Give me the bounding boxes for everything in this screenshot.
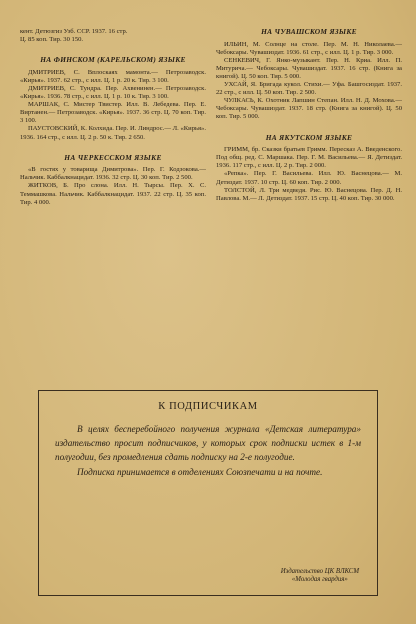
bibliography-entry: ГРИММ, бр. Сказки братьев Гримм. Пересказ А. Введенского. Под общ. ред. С. Маршака. Пер. Г. М. Васильева.— Я. Детиздат. 1936. 117 стр., с илл. Ц. 2 р. Тир. 2 000. <box>216 146 402 170</box>
right-column <box>216 28 402 203</box>
section-title-circassian: НА ЧЕРКЕССКОМ ЯЗЫКЕ <box>64 152 162 162</box>
notice-paragraph: В целях бесперебойного получения журнала «Детская литература» издательство просит подписчиков, у которых срок подписки истек в 1-м полугодии, без промедления сдать подписку на 2-е полугодие. <box>55 424 361 463</box>
bibliography-entry: МАРШАК, С. Мистер Твистер. Илл. В. Лебедева. Пер. Е. Виртанен.— Петрозаводск. «Кирья». 1937. 36 стр. Ц. 70 коп. Тир. 3 100. <box>20 101 206 125</box>
section-title-finnish: НА ФИНСКОМ (КАРЕЛЬСКОМ) ЯЗЫКЕ <box>40 55 186 65</box>
bibliography-entry: ПАУСТОВСКИЙ, К. Колхида. Пер. И. Линдрос.— Л. «Кирья». 1936. 164 стр., с илл. Ц. 2 р. 50 к. Тир. 2 650. <box>20 125 206 141</box>
bibliography-entry: «В гостях у товарища Димитрова». Пер. Г. Кодзокова.— Нальчик. Каббалкнацидат. 1936. 32 стр. Ц. 30 коп. Тир. 2 500. <box>20 166 206 182</box>
notice-paragraph: Подписка принимается в отделениях Союзпечати и на почте. <box>77 466 323 477</box>
subscriber-notice-box <box>38 390 378 596</box>
bibliography-entry: УХСАЙ, Я. Бригада кукол. Стихи.— Уфа. Башгосиздат. 1937. 22 стр., с илл. Ц. 50 коп. Тир. 2 500. <box>216 81 402 97</box>
bibliography-entry: ТОЛСТОЙ, Л. Три медведя. Рис. Ю. Васнецова. Пер. Д. Н. Павлова. М.— Л. Детиздат. 1937. 15 стр. Ц. 40 коп. Тир. 30 000. <box>216 186 402 202</box>
bibliography-entry: ЧУЛКАСЬ, К. Охотник Лапшин Степан. Илл. Н. Д. Мохова.— Чебоксары. Чувашиздат. 1937. 18 стр. (Книга за книгой). Ц. 50 коп. Тир. 5 000. <box>216 97 402 121</box>
bibliography-entry: ДМИТРИЕВ, С. Вплоскаях мамонта.— Петрозаводск. «Кирья». 1937. 62 стр., с илл. Ц. 1 р. 20 к. Тир. 3 100. <box>20 68 206 84</box>
bibliography-entry: «Репка». Пер. Г. Васильева. Илл. Ю. Васнецова.— М. Детиздат. 1937. 10 стр. Ц. 60 коп. Тир. 2 000. <box>216 170 402 186</box>
section-title-yakut: НА ЯКУТСКОМ ЯЗЫКЕ <box>265 132 353 142</box>
signature-line: Издательство ЦК ВЛКСМ <box>280 567 359 575</box>
continued-entry-line: кент. Детюзгиз Узб. ССР. 1937. 16 стр. <box>20 28 128 35</box>
notice-title: К ПОДПИСЧИКАМ <box>158 401 258 412</box>
left-column <box>20 28 206 207</box>
signature-line: «Молодая гвардия» <box>291 576 348 584</box>
continued-entry-line: Ц. 85 коп. Тир. 30 150. <box>20 36 84 44</box>
bibliography-entry: ЖИТКОВ, Б. Про слона. Илл. Н. Тырсы. Пер. Х. С. Теммашкова. Нальчик. Каббалкнацидат. 1937. 22 стр. Ц. 35 коп. Тир. 4 000. <box>20 182 206 206</box>
section-title-chuvash: НА ЧУВАШСКОМ ЯЗЫКЕ <box>261 27 357 36</box>
publisher-signature <box>281 568 359 585</box>
bibliography-entry: ИЛЬИН, М. Солнце на столе. Пер. М. Н. Николаева.— Чебоксары. Чувашиздат. 1936. 61 стр., с илл. Ц. 1 р. Тир. 3 000. <box>216 40 402 56</box>
bibliography-entry: ДМИТРИЕВ, С. Тундра. Пер. Ахвенинен.— Петрозаводск. «Кирья». 1936. 78 стр., с илл. Ц. 1 р. 10 к. Тир. 3 100. <box>20 84 206 101</box>
bibliography-entry: СЕНКЕВИЧ, Г. Янко-музыкант. Пер. Н. Криа. Илл. П. Митурича.— Чебоксары. Чувашиздат. 1937. 16 стр. (Книга за книгой). Ц. 50 коп. Тир. 5 000. <box>216 56 402 80</box>
